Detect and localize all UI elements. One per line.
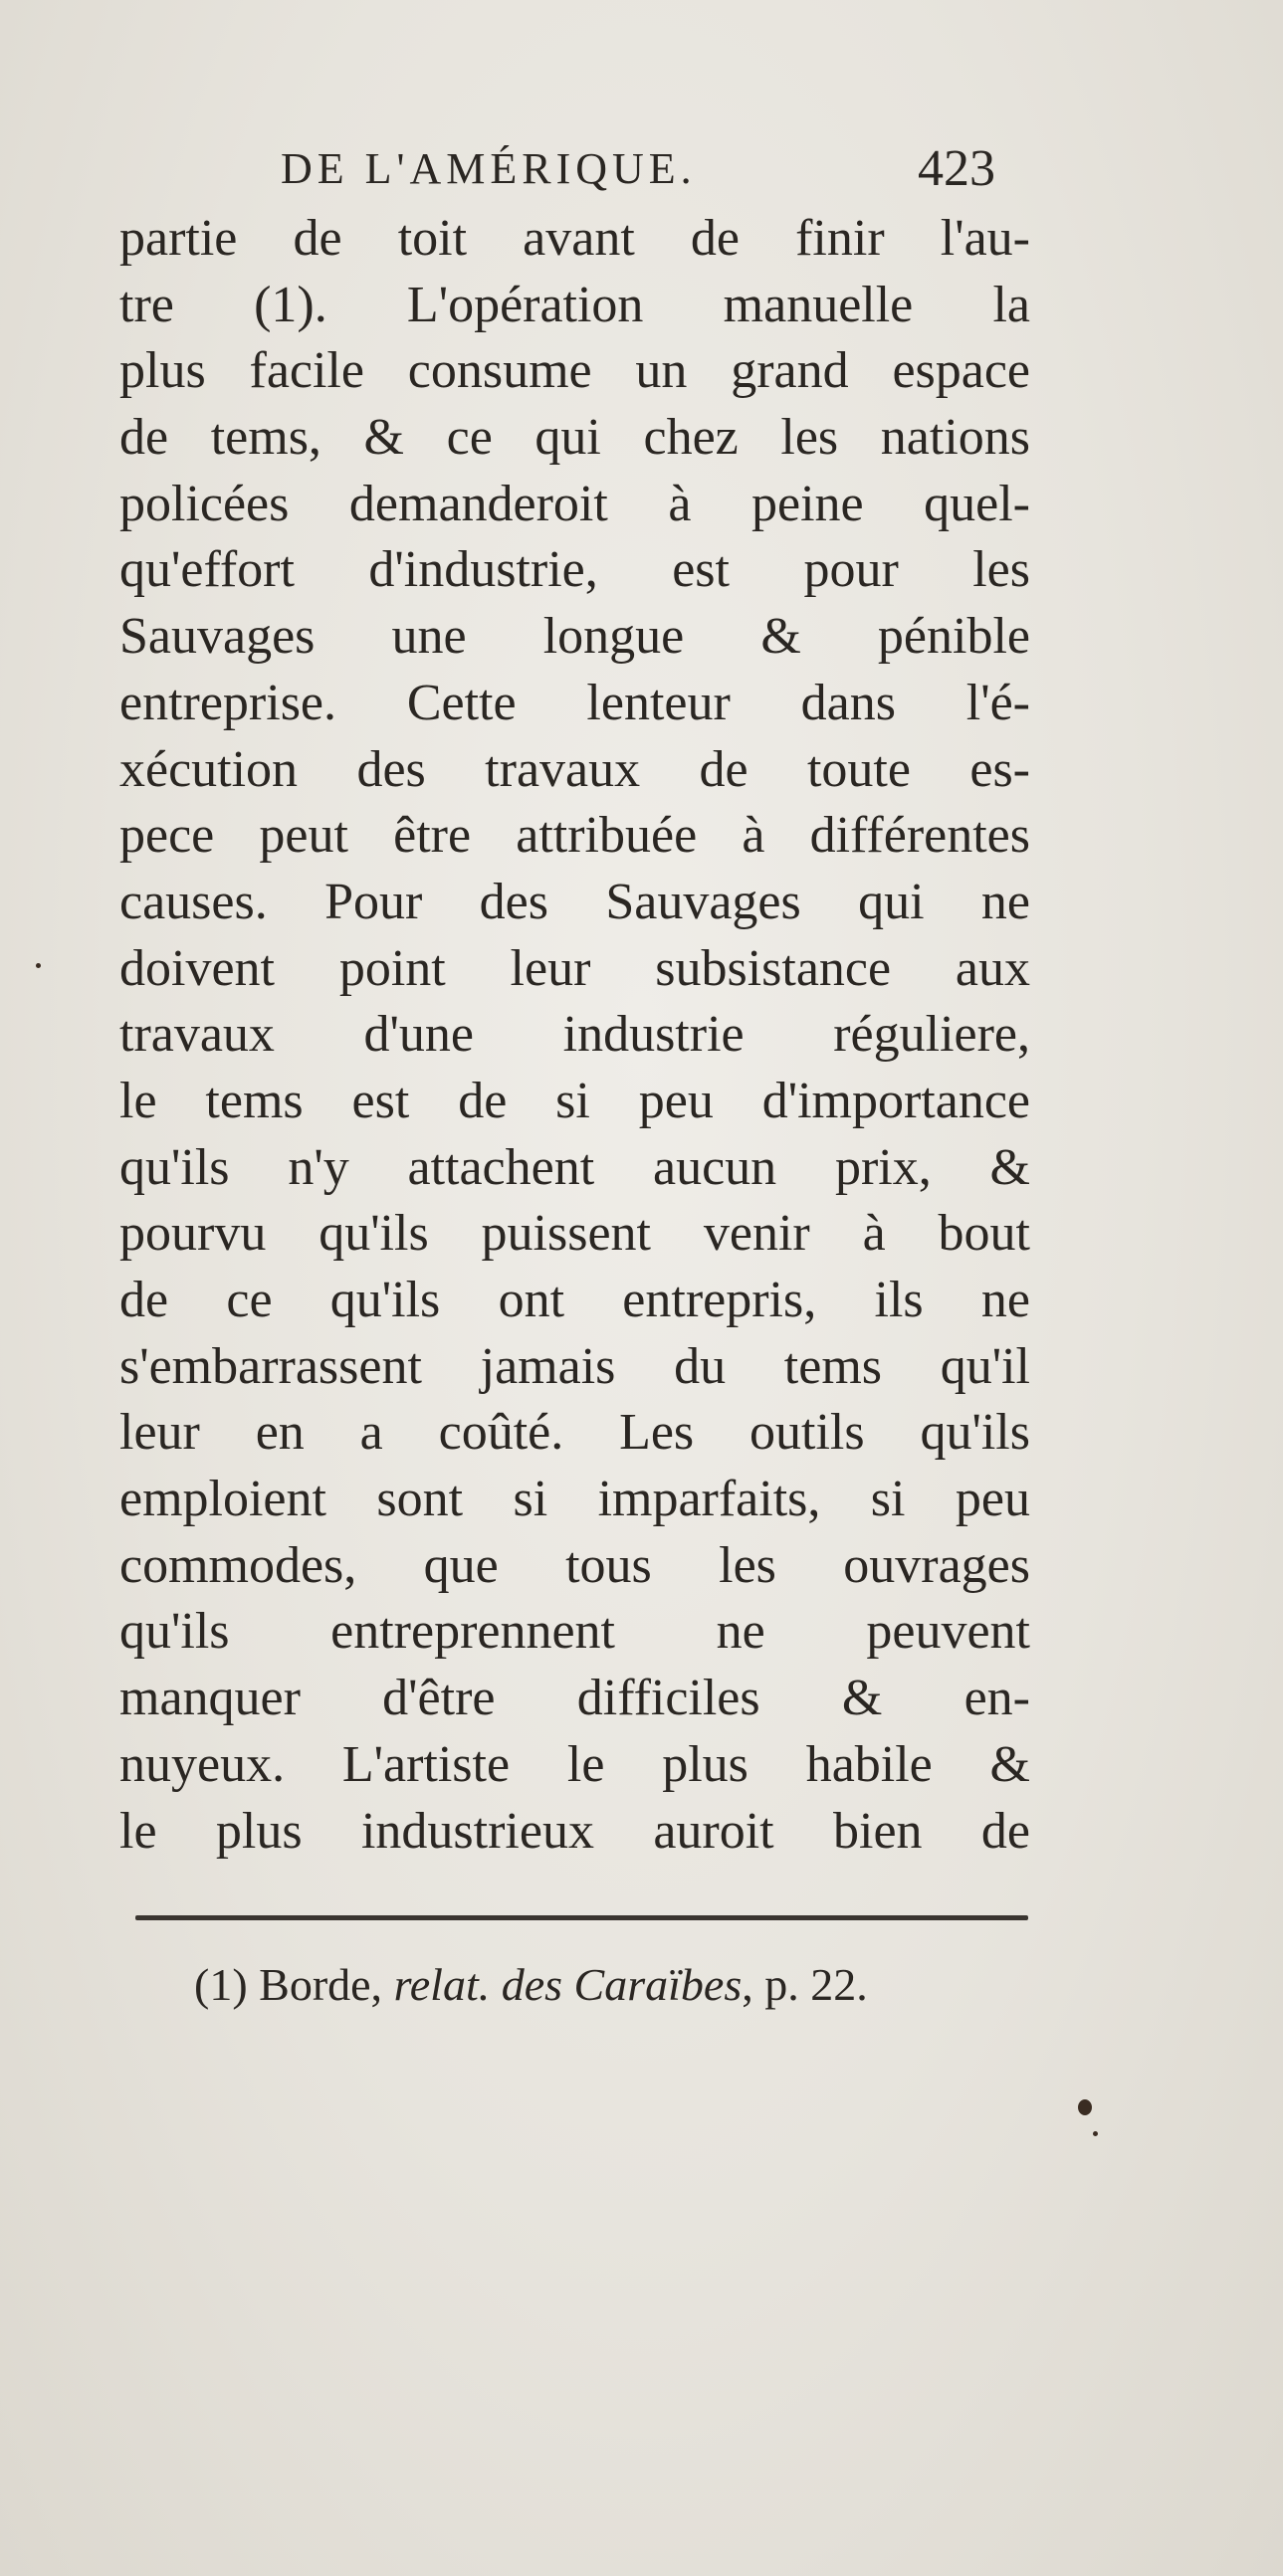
text-line: xécution des travaux de toute es- — [119, 740, 1030, 798]
text-line: policées demanderoit à peine quel- — [119, 475, 1030, 532]
text-line: tre (1). L'opération manuelle la — [119, 276, 1030, 333]
text-line: nuyeux. L'artiste le plus habile & — [119, 1735, 1030, 1793]
text-line: causes. Pour des Sauvages qui ne — [119, 873, 1030, 930]
footnote-page-ref: , p. 22. — [742, 1959, 868, 2010]
text-line: doivent point leur subsistance aux — [119, 939, 1030, 997]
text-line: qu'effort d'industrie, est pour les — [119, 541, 1030, 599]
text-line: Sauvages une longue & pénible — [119, 608, 1030, 666]
ink-speck — [36, 963, 41, 968]
text-line: qu'ils entreprennent ne peuvent — [119, 1603, 1030, 1661]
ink-speck — [1078, 2099, 1092, 2115]
text-line: partie de toit avant de finir l'au- — [119, 210, 1030, 267]
text-line: le plus industrieux auroit bien de — [119, 1802, 1030, 1860]
body-text — [119, 206, 1030, 1865]
text-line: plus facile consume un grand espace — [119, 342, 1030, 400]
text-line: commodes, que tous les ouvrages — [119, 1536, 1030, 1594]
text-line: pece peut être attribuée à différentes — [119, 807, 1030, 865]
footnote-author: Borde, — [259, 1959, 383, 2010]
text-line: le tems est de si peu d'importance — [119, 1072, 1030, 1129]
text-line: de ce qu'ils ont entrepris, ils ne — [119, 1272, 1030, 1328]
text-line: manquer d'être difficiles & en- — [119, 1670, 1030, 1727]
text-line: pourvu qu'ils puissent venir à bout — [119, 1205, 1030, 1263]
text-line: qu'ils n'y attachent aucun prix, & — [119, 1138, 1030, 1196]
page-number: 423 — [918, 140, 995, 197]
ink-speck — [1093, 2131, 1098, 2136]
footnote — [194, 1950, 868, 2020]
footnote-rule — [135, 1915, 1028, 1920]
footnote-marker: (1) — [194, 1959, 248, 2010]
text-line: s'embarrassent jamais du tems qu'il — [119, 1337, 1030, 1395]
text-line: de tems, & ce qui chez les nations — [119, 409, 1030, 467]
footnote-work: relat. des Caraïbes — [393, 1959, 743, 2010]
text-line: entreprise. Cette lenteur dans l'é- — [119, 674, 1030, 731]
text-line: emploient sont si imparfaits, si peu — [119, 1471, 1030, 1528]
text-line: travaux d'une industrie réguliere, — [119, 1006, 1030, 1064]
running-title: DE L'AMÉRIQUE. — [281, 144, 697, 193]
running-head — [281, 134, 1037, 204]
text-line: leur en a coûté. Les outils qu'ils — [119, 1404, 1030, 1462]
